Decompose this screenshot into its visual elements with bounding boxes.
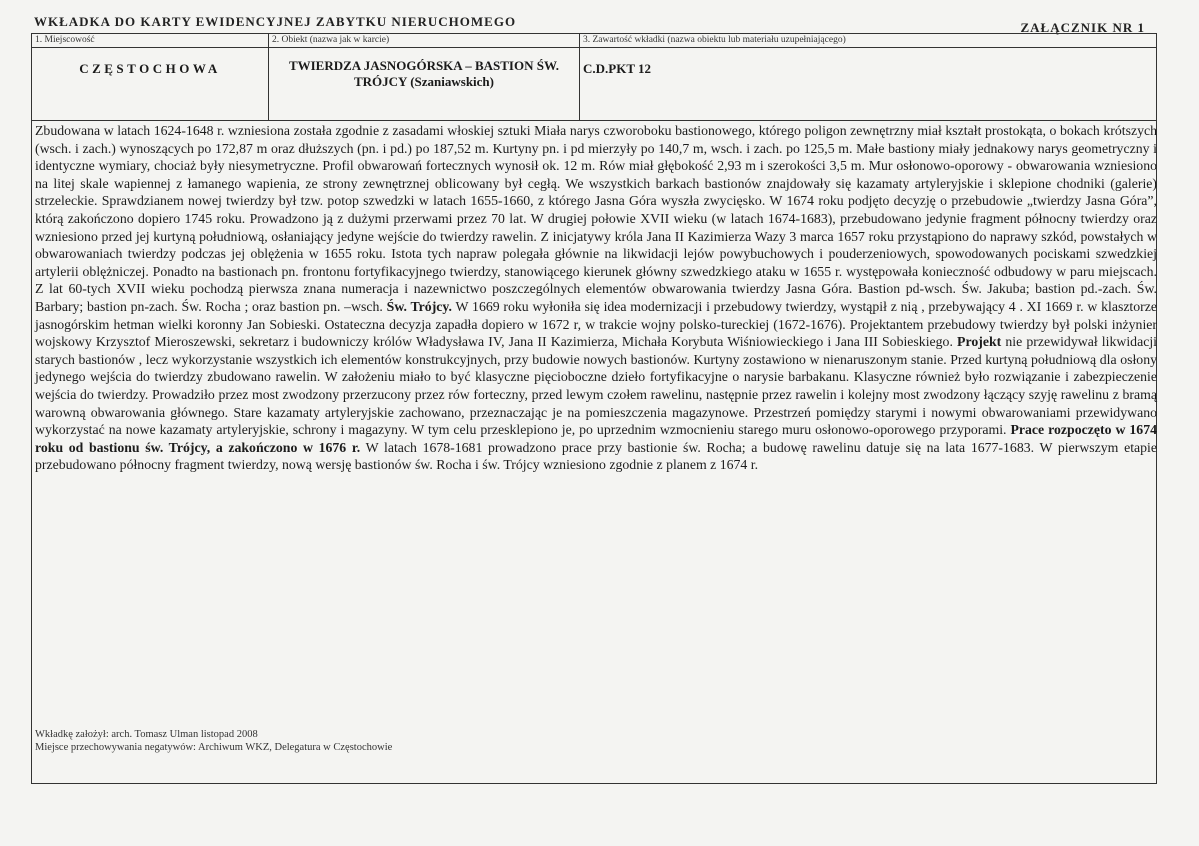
content-cell xyxy=(580,34,1156,120)
body-part-1: Zbudowana w latach 1624-1648 r. wzniesiona została zgodnie z zasadami włoskiej sztuki Miała narys czworoboku bastionowego, którego poligon zewnętrzny miał kształt prostokąta, o bokach krótszych (wsch. i zach.) wynoszących po 172,87 m oraz dłuższych (pn. i pd.) po 187,52 m. Kurtyny pn. i pd mierzyły po 140,7 m, wsch. i zach. po 125,5 m. Małe bastiony miały jednakowy narys geometryczny i identyczne wymiary, chociaż były niesymetryczne. Profil obwarowań fortecznych wynosił ok. 12 m. Rów miał głębokość 2,93 m i szerokości 3,5 m. Mur osłonowo-oporowy - obwarowania wzniesiono na litej skale wapiennej z łamanego wapienia, ze strony zewnętrznej oblicowany był cegłą. We wszystkich barkach bastionów znajdowały się kazamaty artyleryjskie i sklepione chodniki (galerie) strzeleckie. Sprawdzianem nowej twierdzy był tzw. potop szwedzki w latach 1655-1660, z którego Jasna Góra wyszła zwycięsko. W 1674 roku podjęto decyzję o przebudowie „twierdzy Jasna Góra”, którą zakończono dopiero 1745 roku. Prowadzono ją z dużymi przerwami przez 70 lat. W drugiej połowie XVII wieku (w latach 1674-1683), przebudowano jedynie fragment północny twierdzy oraz wzniesiono przed jej kurtyną południową, osłaniający jedyne wejście do twierdzy rawelin. Z inicjatywy króla Jana II Kazimierza Wazy 3 marca 1657 roku przystąpiono do naprawy szkód, powstałych w obwarowaniach twierdzy podczas jej oblężenia w 1655 roku. Istota tych napraw polegała głównie na likwidacji lejów powybuchowych i pouderzeniowych, spowodowanych pociskami szwedzkiej artylerii oblężniczej. Ponadto na bastionach pn. frontonu fortyfikacyjnego twierdzy, stanowiącego kierunek główny szwedzkiego ataku w 1655 r. występowała konieczność odbudowy w paru miejscach. Z lat 60-tych XVII wieku pochodzą pierwsza znana numeracja i nazewnictwo poszczególnych elementów obwarowania twierdzy Jasna Góra. Bastion pd-wsch. Św. Jakuba; bastion pd.-zach. Św. Barbary; bastion pn-zach. Św. Rocha ; oraz bastion pn. –wsch. xyxy=(35,123,1157,314)
footer xyxy=(35,728,392,754)
body-part-2: W 1669 roku wyłoniła się idea modernizacji i przebudowy twierdzy, wystąpił z nią , przebywający 4 . XI 1669 r. w klasztorze jasnogórskim hetman wielki koronny Jan Sobieski. Ostateczna decyzja zapadła dopiero w 1672 r, w trakcie wojny polsko-tureckiej (1672-1676). Projektantem przebudowy twierdzy był polski inżynier wojskowy Krzysztof Mieroszewski, sekretarz i budowniczy królów Władysława IV, Jana II Kazimierza, Michała Korybuta Wiśniowieckiego i Jana III Sobieskiego. xyxy=(35,298,1158,350)
object-value: TWIERDZA JASNOGÓRSKA – BASTION ŚW. TRÓJCY (Szaniawskich) xyxy=(288,58,560,89)
form-frame xyxy=(31,33,1157,784)
body-part-4: W latach 1678-1681 prowadzono prace przy bastionie św. Rocha; a budowę rawelinu datuje się na lata 1677-1683. W pierwszym etapie przebudowano północny fragment twierdzy, nową wersję bastionów św. Rocha i św. Trójcy wzniesiono zgodnie z planem z 1674 r. xyxy=(35,439,1158,473)
object-cell xyxy=(269,34,580,120)
body-part-3: nie przewidywał likwidacji starych bastionów , lecz wykorzystanie wszystkich ich elementów konstrukcyjnych, przy budowie nowych bastionów. Kurtyny zostawiono w nienaruszonym stanie. Przed kurtyną południową dla osłony jedynego wejścia do twierdzy zbudowano rawelin. W założeniu miało to być klasyczne pięcioboczne dzieło fortyfikacyjne o narysie barbakanu. Klasyczne również było rozwiązanie i zabezpieczenie wejścia do twierdzy. Prowadziło przez most zwodzony przerzucony przez rów forteczny, przed lewym czołem rawelinu, następnie przez rawelin i kolejny most zwodzony łączący szyję rawelinu z bramą warowną obwarowania głównego. Stare kazamaty artyleryjskie zachowano, przeznaczając je na pomieszczenia magazynowe. Przestrzeń pomiędzy starymi i nowymi obwarowaniami przewidywano wykorzystać na nowe kazamaty artyleryjskie, schrony i magazyny. W tym celu przesklepiono je, po uprzednim wzmocnieniu starego muru osłonowo-oporowego przyporami. xyxy=(35,334,1157,438)
locality-cell xyxy=(32,34,269,120)
document-title: WKŁADKA DO KARTY EWIDENCYJNEJ ZABYTKU NIERUCHOMEGO xyxy=(34,14,517,29)
annex-label: ZAŁĄCZNIK NR 1 xyxy=(1020,20,1145,35)
object-label: 2. Obiekt (nazwa jak w karcie) xyxy=(269,34,579,48)
content-label: 3. Zawartość wkładki (nazwa obiektu lub materiału uzupełniającego) xyxy=(580,34,1156,48)
footer-author: Wkładkę założył: arch. Tomasz Ulman listopad 2008 xyxy=(35,729,258,740)
body-bold-2: Projekt xyxy=(957,334,1002,350)
locality-value: CZĘSTOCHOWA xyxy=(79,61,221,76)
footer-storage: Miejsce przechowywania negatywów: Archiwum WKZ, Delegatura w Częstochowie xyxy=(35,742,393,753)
body-bold-1: Św. Trójcy. xyxy=(386,298,452,314)
header-table xyxy=(32,34,1156,121)
body-bold-3: Prace rozpoczęto w 1674 roku od bastionu św. Trójcy, a zakończono w 1676 r. xyxy=(35,422,1157,455)
body-text xyxy=(35,122,1157,474)
content-value: C.D.PKT 12 xyxy=(583,61,652,76)
locality-label: 1. Miejscowość xyxy=(32,34,268,48)
